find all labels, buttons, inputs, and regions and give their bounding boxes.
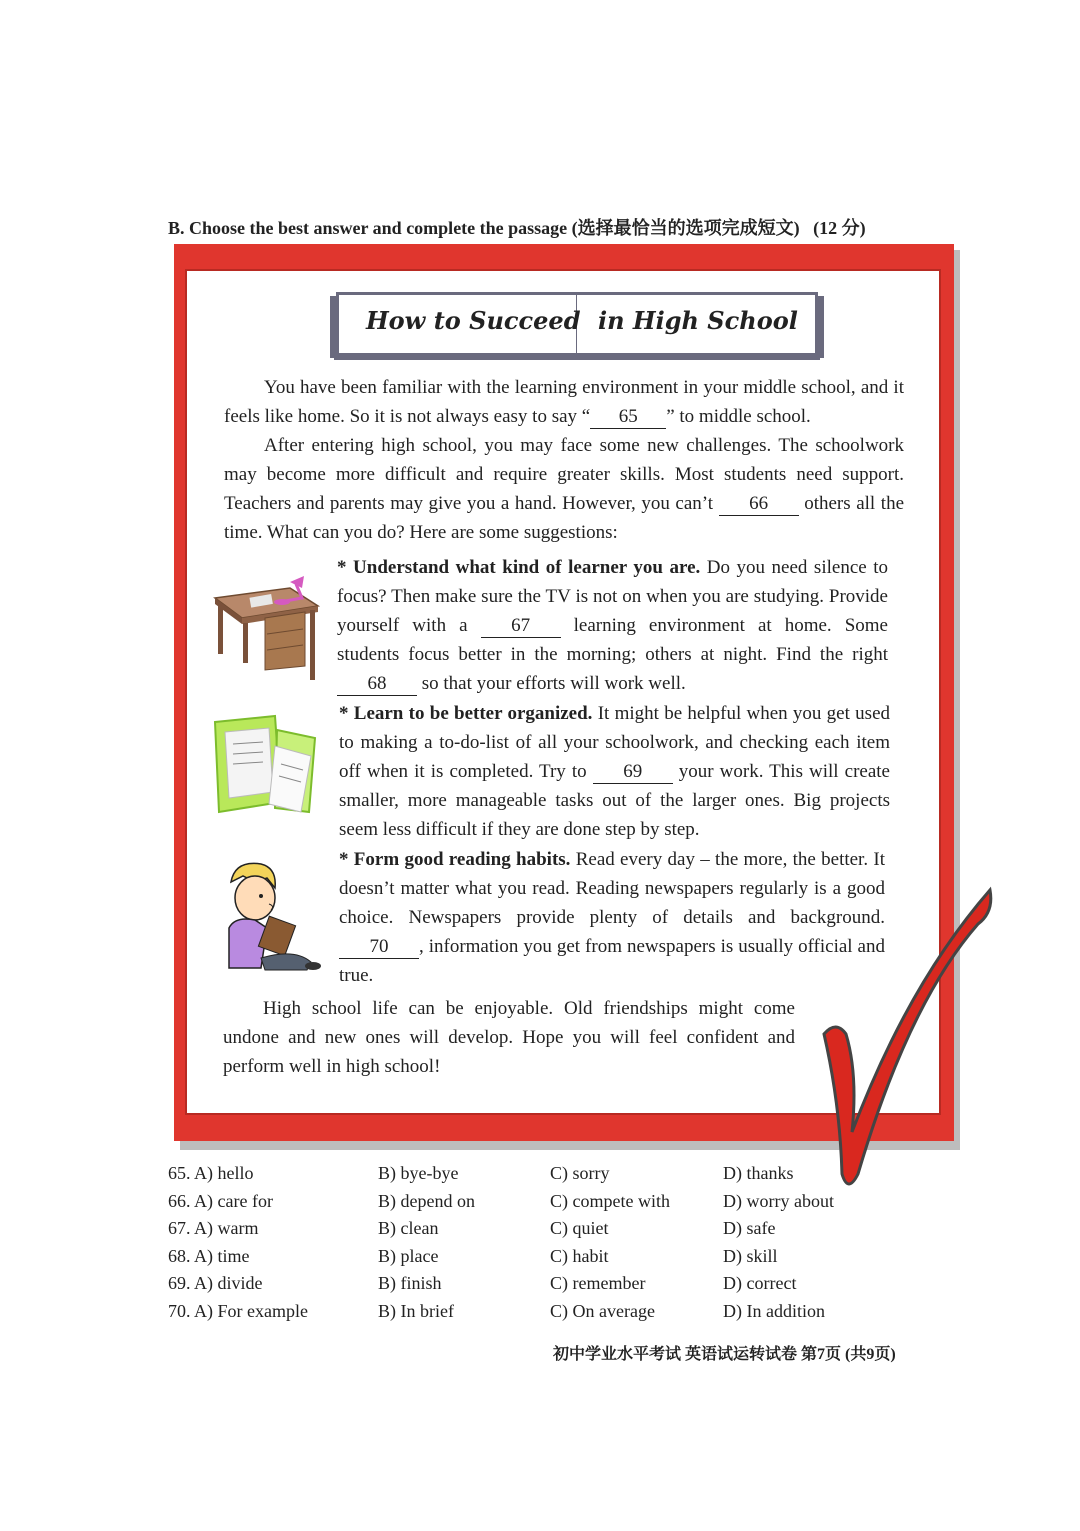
tip-2-heading: * Learn to be better organized. <box>339 703 593 724</box>
blank-69: 69 <box>593 761 673 784</box>
reading-boy-icon <box>215 858 325 978</box>
blank-70: 70 <box>339 936 419 959</box>
tip-1: * Understand what kind of learner you are. Do you need silence to focus? Then make sure the TV is not on when you are studying. Provide yourself with a 67 learning environment at home. Some students focus better in the morning; others at night. Find the right 68 so that your efforts will work well. <box>337 557 888 694</box>
title-left: How to Succeed <box>366 306 581 335</box>
tip-2: * Learn to be better organized. It might be helpful when you get used to making a to-do-list of all your schoolwork, and checking each item off when it is completed. Try to 69 your work. This will create smaller, more manageable tasks out of the larger ones. Big projects seem less difficult if they are done step by step. <box>339 703 890 840</box>
blank-65: 65 <box>590 406 666 429</box>
blank-68: 68 <box>337 673 417 696</box>
tip-3: * Form good reading habits. Read every day – the more, the better. It doesn’t matter what you read. Reading newspapers regularly is a good choice. Newspapers provide plenty of details and background. 70 , information you get from newspapers is usually official and true. <box>339 849 885 986</box>
blank-67: 67 <box>481 615 561 638</box>
tip-3-heading: * Form good reading habits. <box>339 849 571 870</box>
title-right: in High School <box>598 306 798 335</box>
section-title: B. Choose the best answer and complete the passage (选择最恰当的选项完成短文) (12 分) <box>168 218 866 238</box>
blank-66: 66 <box>719 493 799 516</box>
tip-1-heading: * Understand what kind of learner you are. <box>337 557 701 578</box>
page-footer: 初中学业水平考试 英语试运转试卷 第7页 (共9页) <box>553 1346 896 1363</box>
passage-intro: You have been familiar with the learning environment in your middle school, and it feels like home. So it is not always easy to say “ 65 ” to middle school. After entering high school, you may face some new challenges. The schoolwork may become more difficult and require greater skills. Most students need support. Teachers and parents may give you a hand. However, you can’t 66 others all the time. What can you do? Here are some suggestions: <box>224 377 904 543</box>
desk-icon <box>210 570 325 685</box>
passage-ending: High school life can be enjoyable. Old friendships might come undone and new ones will develop. Hope you will feel confident and perform well in high school! <box>223 998 795 1077</box>
title-book-banner <box>330 292 824 362</box>
checkmark-icon <box>818 884 998 1204</box>
folder-icon <box>205 712 325 822</box>
